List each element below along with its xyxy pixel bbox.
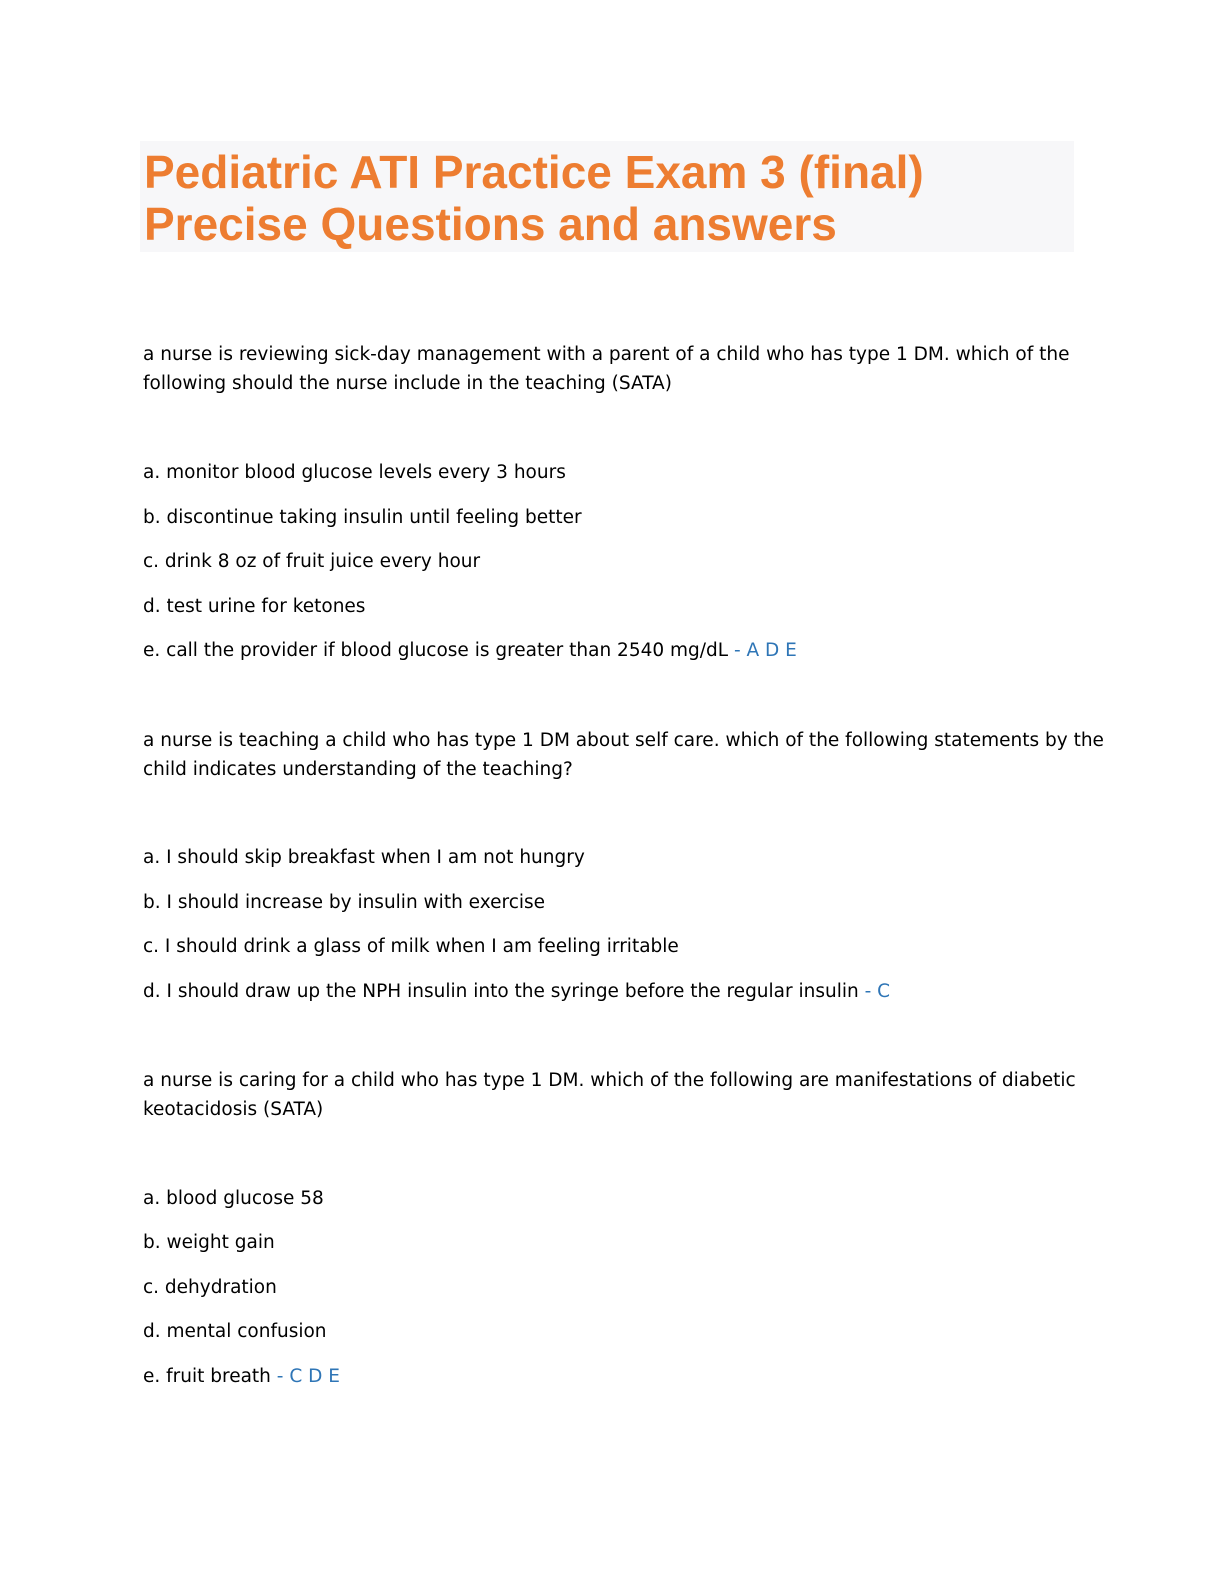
question-2-option-b: b. I should increase by insulin with exercise bbox=[143, 892, 546, 913]
question-3-answer: - C D E bbox=[270, 1366, 340, 1387]
question-2-option-d-line bbox=[143, 977, 890, 1006]
question-3-option-d: d. mental confusion bbox=[143, 1321, 327, 1342]
question-1-answer: - A D E bbox=[728, 640, 797, 661]
question-3-option-a: a. blood glucose 58 bbox=[143, 1188, 324, 1209]
title-banner bbox=[140, 141, 1074, 252]
question-2-stem-line-1: a nurse is teaching a child who has type 1 DM about self care. which of the following statements by the bbox=[143, 730, 1104, 751]
question-1-option-e: e. call the provider if blood glucose is greater than 2540 mg/dL bbox=[143, 640, 729, 661]
question-1-option-b: b. discontinue taking insulin until feeling better bbox=[143, 507, 582, 528]
question-3-stem-line-2: keotacidosis (SATA) bbox=[143, 1099, 324, 1120]
page-title-line-1: Pediatric ATI Practice Exam 3 (final) bbox=[144, 146, 924, 198]
question-1-option-e-line bbox=[143, 636, 797, 665]
question-3-stem-line-1: a nurse is caring for a child who has type 1 DM. which of the following are manifestations of diabetic bbox=[143, 1070, 1076, 1091]
question-2-stem-line-2: child indicates understanding of the teaching? bbox=[143, 759, 573, 780]
question-1-option-d: d. test urine for ketones bbox=[143, 596, 366, 617]
question-2-option-a: a. I should skip breakfast when I am not hungry bbox=[143, 847, 585, 868]
question-3-option-e-line bbox=[143, 1362, 340, 1391]
question-3-option-c: c. dehydration bbox=[143, 1277, 277, 1298]
page-title-line-2: Precise Questions and answers bbox=[144, 198, 837, 250]
question-1-stem-line-2: following should the nurse include in the teaching (SATA) bbox=[143, 373, 672, 394]
question-3-option-b: b. weight gain bbox=[143, 1232, 275, 1253]
question-2-option-d: d. I should draw up the NPH insulin into the syringe before the regular insulin bbox=[143, 981, 859, 1002]
question-2-answer: - C bbox=[858, 981, 891, 1002]
question-3-option-e: e. fruit breath bbox=[143, 1366, 271, 1387]
question-1-stem-line-1: a nurse is reviewing sick-day management with a parent of a child who has type 1 DM. which of the bbox=[143, 344, 1070, 365]
question-1-option-a: a. monitor blood glucose levels every 3 hours bbox=[143, 462, 566, 483]
question-1-option-c: c. drink 8 oz of fruit juice every hour bbox=[143, 551, 481, 572]
question-2-option-c: c. I should drink a glass of milk when I am feeling irritable bbox=[143, 936, 679, 957]
